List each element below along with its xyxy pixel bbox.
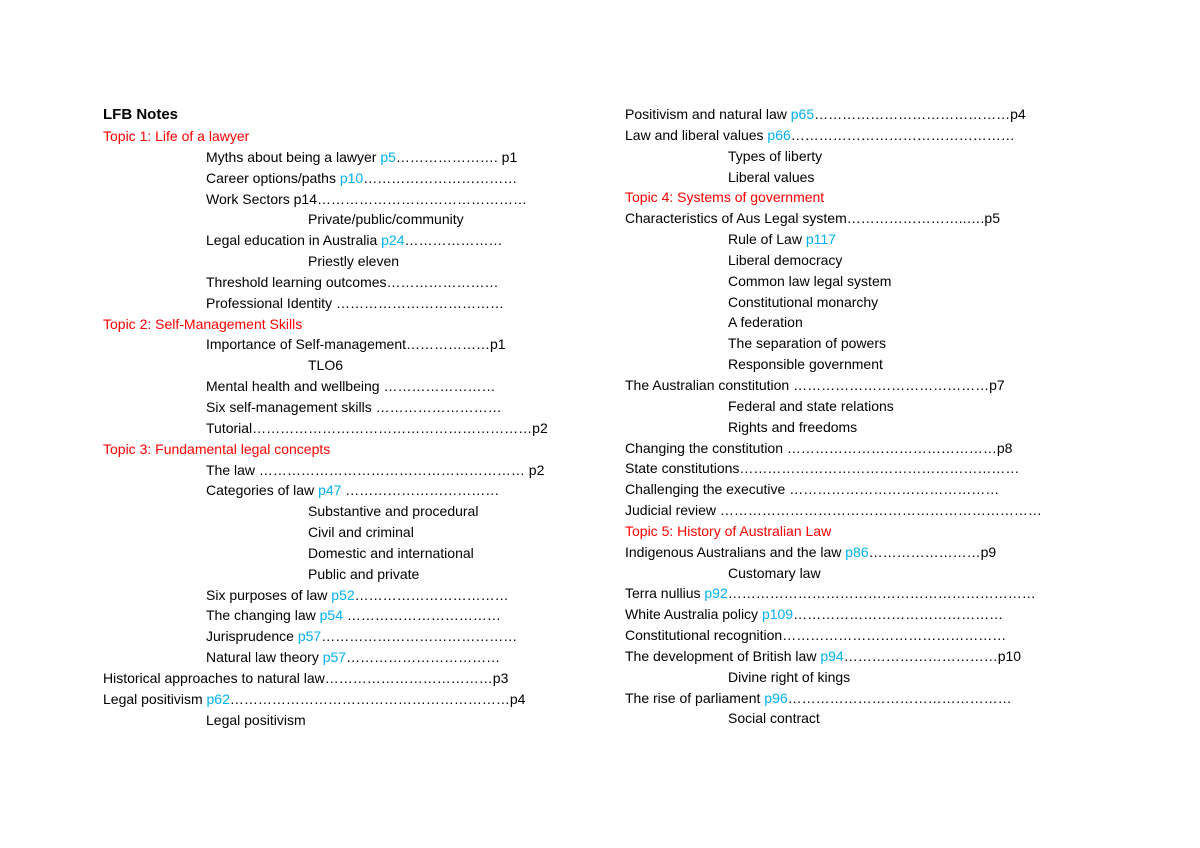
item-text: Types of liberty (728, 147, 823, 164)
outline-item (625, 312, 1145, 333)
item-text: Divine right of kings (728, 668, 851, 685)
page-reference: p5 (380, 148, 396, 165)
item-text: Terra nullius (625, 585, 705, 602)
item-text: Responsible government (728, 356, 883, 373)
page-reference: p96 (764, 689, 788, 706)
outline-item (625, 396, 1145, 417)
outline-item (103, 272, 583, 293)
item-text: The rise of parliament (625, 689, 765, 706)
item-text: Importance of Self-management………………p1 (206, 336, 506, 353)
right-column (625, 104, 1145, 729)
topic-heading (103, 126, 583, 147)
outline-item (625, 104, 1145, 125)
page-reference: p65 (790, 106, 815, 122)
item-text: Topic 3: Fundamental legal concepts (103, 440, 331, 457)
outline-item (103, 564, 583, 585)
item-text: Judicial review …………………………………………………………… (625, 502, 1042, 519)
outline-item (103, 626, 583, 647)
outline-item (625, 500, 1145, 521)
item-text: Characteristics of Aus Legal system……………………..….p5 (625, 210, 1000, 227)
item-text: Social contract (728, 710, 820, 727)
outline-item (625, 688, 1145, 709)
item-text: Priestly eleven (308, 253, 400, 270)
item-text: TLO6 (308, 357, 344, 374)
outline-item (103, 689, 583, 710)
item-leader: …………………………… (343, 607, 501, 624)
item-text: Work Sectors p14……………………………………… (206, 190, 528, 207)
item-text: Six purposes of law (206, 586, 332, 603)
item-text: Constitutional monarchy (728, 293, 879, 310)
item-text: Historical approaches to natural law………………………………p3 (103, 669, 509, 686)
item-leader: ……………………………………… (793, 606, 1004, 623)
outline-item (103, 147, 583, 168)
item-text: Topic 5: History of Australian Law (625, 522, 832, 539)
page-reference: p92 (704, 585, 728, 602)
item-text: Changing the constitution ………………………………………p8 (625, 439, 1013, 456)
outline-item (625, 583, 1145, 604)
item-text: Professional Identity ……………………………… (206, 294, 504, 311)
item-leader: ……………………p9 (868, 543, 997, 560)
outline-item (103, 209, 583, 230)
outline-item (103, 376, 583, 397)
item-text: State constitutions…………………………………………………… (625, 460, 1020, 477)
outline-item (625, 292, 1145, 313)
item-leader: ………………………………………… (790, 126, 1015, 143)
item-text: Career options/paths (206, 169, 340, 186)
item-text: Topic 4: Systems of government (625, 189, 825, 206)
page-reference: p117 (805, 231, 836, 248)
right-outline (625, 104, 1145, 729)
item-text: Topic 2: Self-Management Skills (103, 315, 303, 332)
page-reference: p94 (820, 647, 844, 664)
item-text: Positivism and natural law (625, 106, 791, 122)
outline-item (103, 251, 583, 272)
item-text: Tutorial……………………………………………………p2 (206, 419, 548, 436)
page-reference: p66 (767, 126, 791, 143)
page-reference: p10 (339, 169, 364, 186)
outline-item (103, 189, 583, 210)
item-text: Constitutional recognition………………………………………… (625, 627, 1007, 644)
item-text: Categories of law (206, 482, 319, 499)
item-text: Jurisprudence (206, 628, 298, 645)
item-leader: …………………………………… (321, 628, 518, 645)
document-title: LFB Notes (103, 106, 178, 123)
outline-item (103, 501, 583, 522)
item-text: White Australia policy (625, 606, 762, 623)
outline-item (625, 125, 1145, 146)
item-text: The changing law (206, 607, 320, 624)
item-leader: ………………………………………………………… (727, 585, 1036, 602)
page-reference: p24 (381, 232, 405, 249)
outline-item (103, 334, 583, 355)
outline-item (103, 397, 583, 418)
item-text: Private/public/community (308, 211, 464, 228)
item-text: Legal positivism (206, 711, 306, 728)
item-leader: …………………………… (363, 169, 518, 186)
outline-item (625, 479, 1145, 500)
item-text: Challenging the executive ……………………………………… (625, 481, 1000, 498)
page-reference: p52 (331, 586, 355, 603)
item-leader: ………………………………………… (787, 689, 1012, 706)
item-leader: …………………………… (346, 649, 501, 666)
item-text: Legal positivism (103, 690, 207, 707)
item-text: Civil and criminal (308, 524, 414, 541)
outline-item (103, 710, 583, 731)
item-leader: ……………………………p10 (843, 647, 1022, 664)
outline-item (103, 585, 583, 606)
item-text: The development of British law (625, 647, 821, 664)
topic-heading (103, 314, 583, 335)
outline-item (625, 563, 1145, 584)
item-text: Natural law theory (206, 649, 323, 666)
page-reference: p57 (297, 628, 322, 645)
outline-item (625, 333, 1145, 354)
page-reference: p62 (206, 690, 230, 707)
outline-item (625, 708, 1145, 729)
outline-item (625, 667, 1145, 688)
item-leader: …………………. p1 (395, 148, 518, 165)
outline-item (103, 355, 583, 376)
item-leader: ………………… (404, 232, 503, 249)
outline-item (625, 542, 1145, 563)
item-text: Liberal values (728, 168, 815, 185)
item-text: Threshold learning outcomes…………………… (206, 273, 499, 290)
outline-item (103, 480, 583, 501)
item-leader: ……………………………………………………p4 (229, 690, 526, 707)
outline-item (625, 250, 1145, 271)
outline-item (625, 208, 1145, 229)
item-text: Public and private (308, 565, 420, 582)
item-text: Six self-management skills ……………………… (206, 398, 502, 415)
item-leader: …………………………… (354, 586, 509, 603)
outline-item (103, 168, 583, 189)
item-text: Legal education in Australia (206, 232, 382, 249)
item-text: Customary law (728, 564, 821, 581)
item-text: Topic 1: Life of a lawyer (103, 128, 250, 144)
item-text: Mental health and wellbeing …………………… (206, 378, 496, 395)
page-reference: p57 (322, 649, 347, 666)
page-reference: p47 (318, 482, 342, 499)
page-reference: p109 (761, 606, 794, 623)
item-text: Domestic and international (308, 544, 474, 561)
outline-item (625, 146, 1145, 167)
outline-item (625, 167, 1145, 188)
item-text: The law ………………………………………………… p2 (206, 461, 545, 478)
page-reference: p86 (845, 543, 869, 560)
outline-item (625, 625, 1145, 646)
outline-item (625, 375, 1145, 396)
outline-item (103, 230, 583, 251)
item-text: Indigenous Australians and the law (625, 543, 846, 560)
item-text: Liberal democracy (728, 251, 843, 268)
item-text: The separation of powers (728, 335, 886, 352)
item-text: Substantive and procedural (308, 503, 479, 520)
item-text: Federal and state relations (728, 397, 894, 414)
outline-item (103, 293, 583, 314)
topic-heading (625, 521, 1145, 542)
left-column (103, 104, 583, 730)
item-text: Rule of Law (728, 231, 806, 248)
item-leader: ……………………………………p4 (814, 106, 1026, 122)
item-text: Law and liberal values (625, 126, 768, 143)
page-reference: p54 (319, 607, 343, 624)
outline-item (625, 271, 1145, 292)
outline-item (103, 668, 583, 689)
outline-item (625, 604, 1145, 625)
outline-item (625, 417, 1145, 438)
outline-item (103, 460, 583, 481)
outline-item (103, 418, 583, 439)
outline-item (625, 438, 1145, 459)
outline-item (625, 229, 1145, 250)
item-text: Common law legal system (728, 272, 892, 289)
left-outline (103, 126, 583, 730)
item-leader: …………………………… (341, 482, 500, 499)
outline-item (625, 646, 1145, 667)
outline-item (103, 543, 583, 564)
topic-heading (103, 439, 583, 460)
item-text: The Australian constitution ……………………………………p7 (625, 376, 1005, 393)
topic-heading (625, 187, 1145, 208)
item-text: Myths about being a lawyer (206, 148, 381, 165)
outline-item (103, 647, 583, 668)
outline-item (625, 458, 1145, 479)
outline-item (625, 354, 1145, 375)
outline-item (103, 605, 583, 626)
outline-item (103, 522, 583, 543)
item-text: A federation (728, 314, 803, 331)
item-text: Rights and freedoms (728, 418, 858, 435)
